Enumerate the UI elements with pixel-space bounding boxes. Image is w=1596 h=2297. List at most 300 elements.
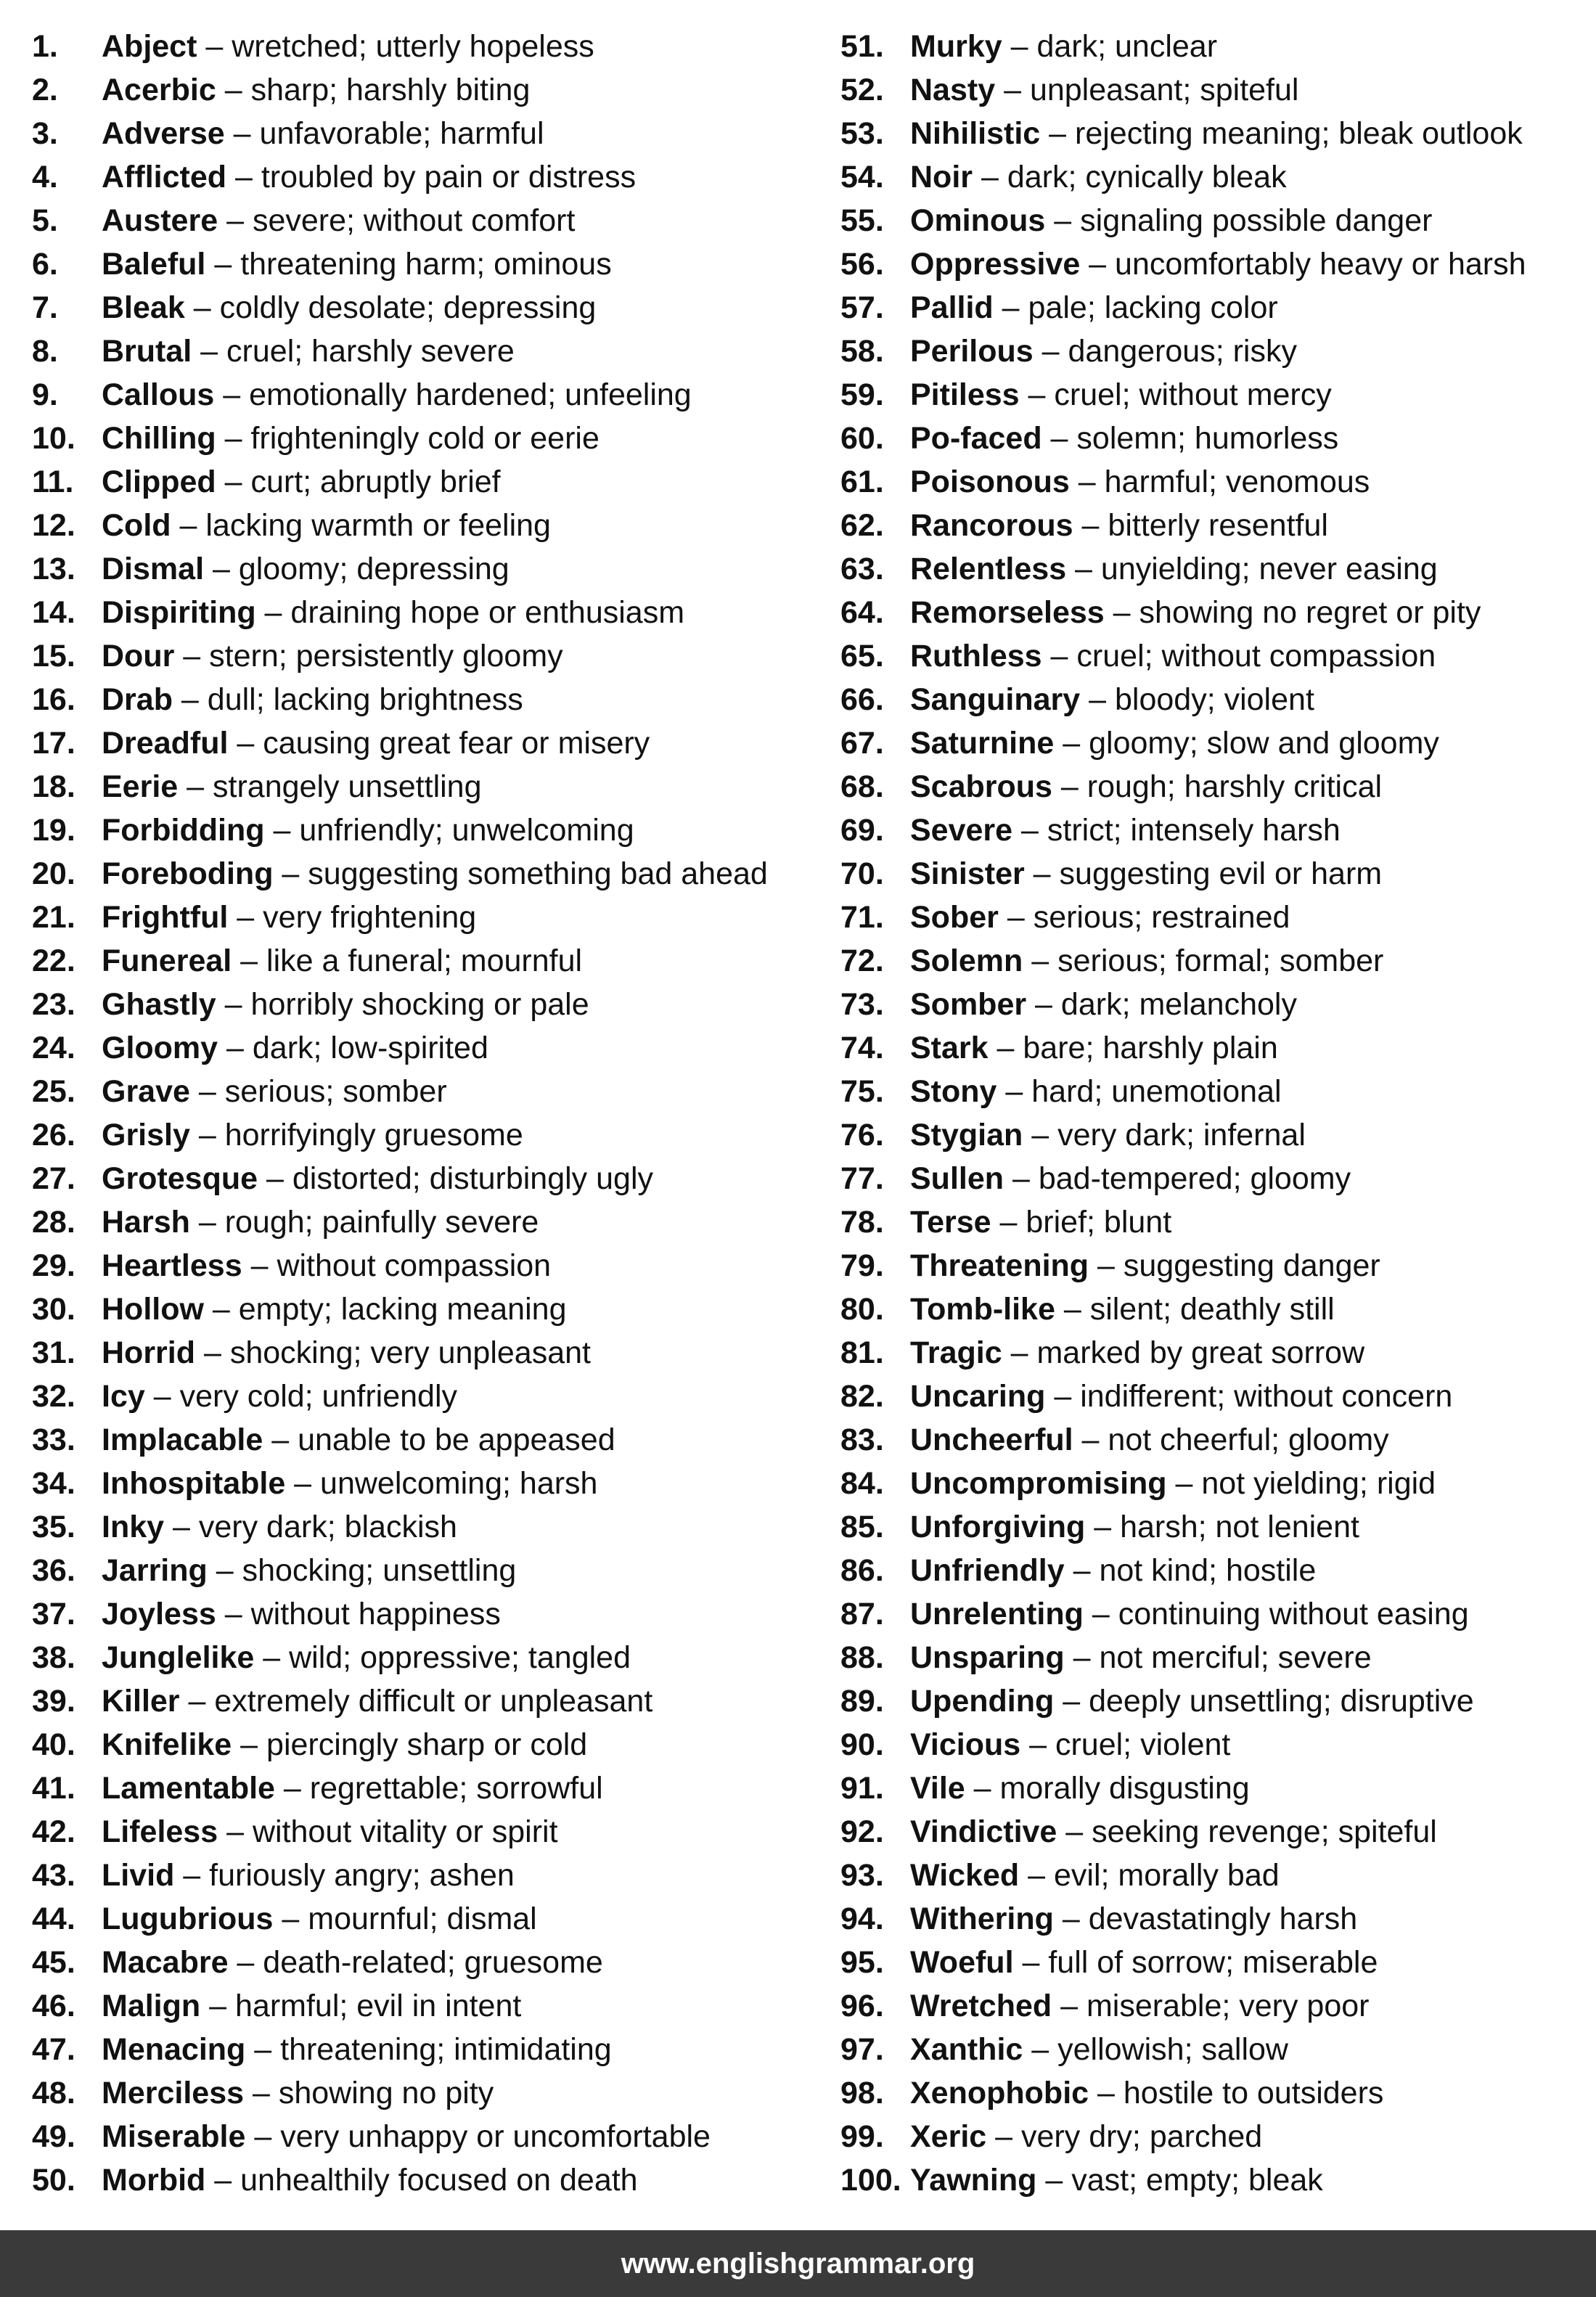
entry-number: 44.	[32, 1901, 75, 1936]
entry-number: 79.	[840, 1248, 884, 1283]
entry-number: 20.	[32, 856, 75, 891]
entry-definition: seeking revenge; spiteful	[1092, 1814, 1437, 1849]
word-entry	[32, 1986, 801, 2030]
entry-number: 65.	[840, 639, 884, 673]
word-entry	[32, 1464, 801, 1507]
entry-definition: very cold; unfriendly	[179, 1379, 457, 1414]
entry-number: 82.	[840, 1379, 884, 1414]
entry-number: 99.	[840, 2119, 884, 2154]
word-entry	[32, 767, 801, 811]
entry-separator: –	[986, 2119, 1022, 2154]
entry-separator: –	[189, 1118, 225, 1152]
word-entry	[840, 1377, 1588, 1420]
entry-number: 55.	[840, 203, 884, 238]
entry-number: 46.	[32, 1989, 75, 2023]
entry-separator: –	[258, 1161, 292, 1196]
entry-separator: –	[1023, 1118, 1058, 1152]
entry-word: Acerbic	[102, 73, 216, 107]
word-entry	[840, 724, 1588, 767]
entry-word: Killer	[102, 1684, 180, 1719]
entry-definition: wretched; utterly hopeless	[232, 29, 594, 64]
entry-separator: –	[1073, 508, 1108, 543]
entry-word: Xanthic	[910, 2032, 1023, 2067]
entry-separator: –	[1002, 1335, 1037, 1370]
entry-number: 5.	[32, 203, 58, 238]
entry-definition: strangely unsettling	[213, 769, 482, 804]
word-entry	[32, 1899, 801, 1943]
entry-word: Afflicted	[102, 160, 226, 195]
entry-number: 32.	[32, 1379, 75, 1414]
entry-number: 28.	[32, 1205, 75, 1240]
word-entry	[840, 1464, 1588, 1507]
entry-separator: –	[207, 1553, 242, 1588]
entry-separator: –	[1080, 247, 1116, 282]
entry-separator: –	[1012, 813, 1047, 848]
word-entry	[840, 636, 1588, 680]
entry-definition: full of sorrow; miserable	[1048, 1945, 1378, 1980]
entry-definition: solemn; humorless	[1076, 421, 1339, 456]
entry-word: Scabrous	[910, 769, 1052, 804]
entry-word: Hollow	[102, 1292, 204, 1327]
word-entry	[32, 462, 801, 506]
entry-definition: empty; lacking meaning	[238, 1292, 567, 1327]
entry-number: 77.	[840, 1161, 884, 1196]
entry-word: Bleak	[102, 290, 185, 325]
entry-number: 49.	[32, 2119, 75, 2154]
entry-definition: wild; oppressive; tangled	[289, 1640, 631, 1675]
entry-definition: deeply unsettling; disruptive	[1089, 1684, 1474, 1719]
entry-number: 94.	[840, 1901, 884, 1936]
entry-word: Dismal	[102, 552, 205, 586]
entry-word: Frightful	[102, 900, 229, 935]
entry-word: Foreboding	[102, 856, 274, 891]
word-entry	[32, 1115, 801, 1159]
entry-number: 33.	[32, 1422, 75, 1457]
entry-separator: –	[1057, 1814, 1092, 1849]
entry-number: 93.	[840, 1858, 884, 1893]
entry-definition: serious; formal; somber	[1057, 943, 1384, 978]
entry-word: Somber	[910, 987, 1027, 1022]
word-entry	[840, 332, 1588, 375]
entry-separator: –	[1019, 377, 1055, 412]
entry-word: Perilous	[910, 334, 1034, 369]
entry-definition: bad-tempered; gloomy	[1038, 1161, 1351, 1196]
entry-number: 76.	[840, 1118, 884, 1152]
entry-number: 89.	[840, 1684, 884, 1719]
footer-bar	[0, 2230, 1596, 2297]
entry-word: Brutal	[102, 334, 192, 369]
entry-separator: –	[1040, 116, 1076, 151]
entry-number: 18.	[32, 769, 75, 804]
entry-definition: hard; unemotional	[1031, 1074, 1282, 1109]
entry-definition: marked by great sorrow	[1036, 1335, 1365, 1370]
word-entry	[840, 1769, 1588, 1812]
word-entry	[32, 636, 801, 680]
entry-separator: –	[224, 116, 260, 151]
entry-separator: –	[991, 1205, 1026, 1240]
entry-separator: –	[205, 2163, 241, 2198]
entry-word: Joyless	[102, 1597, 216, 1631]
entry-definition: bitterly resentful	[1108, 508, 1328, 543]
word-entry	[32, 1725, 801, 1769]
entry-word: Murky	[910, 29, 1002, 64]
entry-word: Dour	[102, 639, 175, 673]
entry-separator: –	[172, 682, 208, 717]
entry-separator: –	[226, 160, 261, 195]
entry-number: 11.	[32, 464, 74, 499]
entry-word: Harsh	[102, 1205, 190, 1240]
entry-word: Uncaring	[910, 1379, 1046, 1414]
entry-word: Morbid	[102, 2163, 206, 2198]
entry-word: Grave	[102, 1074, 190, 1109]
entry-separator: –	[274, 1771, 310, 1806]
word-entry	[32, 1769, 801, 1812]
entry-number: 60.	[840, 421, 884, 456]
entry-number: 71.	[840, 900, 884, 935]
entry-separator: –	[1024, 856, 1060, 891]
entry-separator: –	[204, 552, 239, 586]
entry-word: Poisonous	[910, 464, 1070, 499]
entry-word: Relentless	[910, 552, 1067, 586]
entry-separator: –	[205, 247, 241, 282]
entry-number: 59.	[840, 377, 884, 412]
word-entry	[840, 767, 1588, 811]
word-entry	[32, 811, 801, 854]
entry-separator: –	[997, 1074, 1032, 1109]
word-entry	[840, 1115, 1588, 1159]
entry-separator: –	[228, 726, 263, 761]
entry-separator: –	[273, 856, 308, 891]
word-entry	[840, 506, 1588, 549]
entry-word: Unforgiving	[910, 1510, 1086, 1544]
entry-separator: –	[1026, 987, 1061, 1022]
word-entry	[32, 1028, 801, 1072]
entry-word: Malign	[102, 1989, 201, 2023]
entry-separator: –	[1055, 1292, 1090, 1327]
entry-word: Upending	[910, 1684, 1055, 1719]
entry-word: Sober	[910, 900, 999, 935]
word-entry	[32, 2161, 801, 2204]
entry-word: Saturnine	[910, 726, 1055, 761]
entry-number: 53.	[840, 116, 884, 151]
entry-separator: –	[1064, 1553, 1100, 1588]
entry-definition: draining hope or enthusiasm	[290, 595, 685, 630]
entry-definition: evil; morally bad	[1053, 1858, 1280, 1893]
entry-number: 30.	[32, 1292, 75, 1327]
word-entry	[840, 27, 1588, 70]
entry-number: 35.	[32, 1510, 75, 1544]
entry-separator: –	[993, 290, 1028, 325]
entry-word: Heartless	[102, 1248, 242, 1283]
word-entry	[32, 1682, 801, 1725]
entry-definition: hostile to outsiders	[1123, 2076, 1384, 2110]
entry-separator: –	[1066, 552, 1101, 586]
entry-separator: –	[1042, 421, 1077, 456]
entry-definition: suggesting evil or harm	[1059, 856, 1383, 891]
entry-definition: horrifyingly gruesome	[224, 1118, 523, 1152]
entry-definition: harmful; evil in intent	[234, 1989, 522, 2023]
word-entry	[840, 1420, 1588, 1464]
entry-number: 4.	[32, 160, 58, 195]
entry-word: Xeric	[910, 2119, 987, 2154]
entry-number: 88.	[840, 1640, 884, 1675]
entry-separator: –	[264, 813, 300, 848]
entry-number: 66.	[840, 682, 884, 717]
entry-separator: –	[1083, 1597, 1118, 1631]
entry-separator: –	[1042, 639, 1077, 673]
entry-definition: not cheerful; gloomy	[1108, 1422, 1389, 1457]
entry-definition: stern; persistently gloomy	[209, 639, 563, 673]
word-entry	[32, 1203, 801, 1246]
entry-word: Jarring	[102, 1553, 208, 1588]
entry-separator: –	[203, 1292, 239, 1327]
entry-separator: –	[1054, 726, 1089, 761]
entry-definition: very dark; blackish	[198, 1510, 457, 1544]
entry-separator: –	[1052, 1989, 1086, 2023]
entry-word: Pitiless	[910, 377, 1020, 412]
entry-separator: –	[1080, 682, 1115, 717]
entry-definition: threatening harm; ominous	[240, 247, 612, 282]
word-entry	[840, 288, 1588, 332]
word-entry	[32, 506, 801, 549]
entry-number: 45.	[32, 1945, 75, 1980]
entry-separator: –	[998, 900, 1034, 935]
entry-separator: –	[214, 377, 250, 412]
entry-number: 67.	[840, 726, 884, 761]
entry-separator: –	[1036, 2163, 1072, 2198]
entry-definition: furiously angry; ashen	[209, 1858, 515, 1893]
entry-definition: yellowish; sallow	[1057, 2032, 1288, 2067]
entry-number: 10.	[32, 421, 75, 456]
entry-number: 70.	[840, 856, 884, 891]
entry-number: 57.	[840, 290, 884, 325]
word-entry	[840, 70, 1588, 114]
entry-number: 25.	[32, 1074, 75, 1109]
entry-definition: devastatingly harsh	[1088, 1901, 1358, 1936]
entry-definition: suggesting danger	[1123, 1248, 1380, 1283]
entry-word: Sullen	[910, 1161, 1004, 1196]
word-entry	[840, 1246, 1588, 1290]
entry-separator: –	[144, 1379, 180, 1414]
entry-number: 27.	[32, 1161, 75, 1196]
word-entry	[32, 375, 801, 419]
entry-separator: –	[197, 29, 232, 64]
word-entry	[32, 1594, 801, 1638]
entry-number: 68.	[840, 769, 884, 804]
word-entry	[840, 680, 1588, 724]
entry-definition: lacking warmth or feeling	[205, 508, 551, 543]
word-entry	[32, 114, 801, 157]
entry-number: 73.	[840, 987, 884, 1022]
word-entry	[840, 549, 1588, 593]
entry-definition: frighteningly cold or eerie	[250, 421, 599, 456]
entry-word: Nihilistic	[910, 116, 1041, 151]
word-entry	[32, 854, 801, 898]
entry-definition: harsh; not lenient	[1120, 1510, 1359, 1544]
entry-word: Unsparing	[910, 1640, 1065, 1675]
entry-number: 36.	[32, 1553, 75, 1588]
entry-definition: severe; without comfort	[252, 203, 576, 238]
entry-definition: strict; intensely harsh	[1047, 813, 1341, 848]
word-entry	[32, 2073, 801, 2117]
entry-number: 95.	[840, 1945, 884, 1980]
word-entry	[840, 245, 1588, 288]
entry-definition: vast; empty; bleak	[1071, 2163, 1323, 2198]
entry-word: Sanguinary	[910, 682, 1081, 717]
entry-definition: unhealthily focused on death	[240, 2163, 638, 2198]
entry-number: 64.	[840, 595, 884, 630]
entry-definition: sharp; harshly biting	[250, 73, 531, 107]
entry-number: 81.	[840, 1335, 884, 1370]
entry-definition: horribly shocking or pale	[250, 987, 589, 1022]
entry-definition: emotionally hardened; unfeeling	[249, 377, 692, 412]
entry-definition: distorted; disturbingly ugly	[292, 1161, 654, 1196]
word-entry	[840, 811, 1588, 854]
entry-separator: –	[216, 987, 251, 1022]
entry-word: Merciless	[102, 2076, 245, 2110]
entry-definition: gloomy; depressing	[238, 552, 510, 586]
entry-separator: –	[973, 160, 1007, 195]
entry-number: 22.	[32, 943, 75, 978]
entry-separator: –	[228, 1945, 263, 1980]
website-url[interactable]: www.englishgrammar.org	[621, 2247, 975, 2280]
word-entry	[32, 1246, 801, 1290]
entry-definition: bloody; violent	[1114, 682, 1314, 717]
entry-separator: –	[216, 1597, 251, 1631]
entry-separator: –	[988, 1031, 1023, 1065]
word-entry	[32, 1333, 801, 1377]
entry-word: Macabre	[102, 1945, 229, 1980]
word-entry	[32, 680, 801, 724]
word-entry	[840, 1333, 1588, 1377]
word-entry	[840, 898, 1588, 941]
entry-definition: very frightening	[263, 900, 477, 935]
entry-definition: rejecting meaning; bleak outlook	[1075, 116, 1523, 151]
entry-word: Wretched	[910, 1989, 1052, 2023]
entry-word: Stark	[910, 1031, 989, 1065]
entry-definition: unpleasant; spiteful	[1029, 73, 1299, 107]
word-entry	[840, 2161, 1588, 2204]
entry-word: Unfriendly	[910, 1553, 1065, 1588]
word-entry	[840, 1682, 1588, 1725]
word-entry	[32, 1420, 801, 1464]
entry-word: Wicked	[910, 1858, 1020, 1893]
entry-number: 72.	[840, 943, 884, 978]
entry-number: 100.	[840, 2163, 901, 2198]
entry-number: 42.	[32, 1814, 75, 1849]
entry-word: Vindictive	[910, 1814, 1057, 1849]
entry-word: Uncheerful	[910, 1422, 1073, 1457]
entry-definition: shocking; unsettling	[242, 1553, 517, 1588]
entry-definition: cruel; violent	[1055, 1727, 1231, 1762]
word-entry	[32, 245, 801, 288]
entry-separator: –	[1073, 1422, 1108, 1457]
entry-definition: unwelcoming; harsh	[320, 1466, 598, 1501]
word-list-left-column	[32, 27, 801, 2204]
entry-number: 12.	[32, 508, 75, 543]
entry-separator: –	[1045, 203, 1081, 238]
entry-number: 86.	[840, 1553, 884, 1588]
word-entry	[32, 1290, 801, 1333]
entry-definition: curt; abruptly brief	[250, 464, 501, 499]
entry-definition: dark; unclear	[1036, 29, 1218, 64]
entry-word: Abject	[102, 29, 197, 64]
word-entry	[840, 2073, 1588, 2117]
entry-number: 17.	[32, 726, 75, 761]
entry-number: 92.	[840, 1814, 884, 1849]
entry-word: Lugubrious	[102, 1901, 274, 1936]
entry-word: Threatening	[910, 1248, 1089, 1283]
entry-number: 23.	[32, 987, 75, 1022]
entry-word: Noir	[910, 160, 973, 195]
entry-separator: –	[1104, 595, 1139, 630]
word-entry	[840, 1725, 1588, 1769]
entry-separator: –	[244, 2076, 279, 2110]
entry-definition: not merciful; severe	[1099, 1640, 1372, 1675]
entry-separator: –	[255, 595, 291, 630]
entry-separator: –	[1033, 334, 1068, 369]
entry-separator: –	[216, 464, 251, 499]
entry-number: 29.	[32, 1248, 75, 1283]
entry-separator: –	[1053, 1901, 1089, 1936]
entry-number: 39.	[32, 1684, 75, 1719]
entry-word: Dreadful	[102, 726, 229, 761]
entry-separator: –	[218, 1031, 253, 1065]
entry-separator: –	[1045, 1379, 1081, 1414]
entry-word: Grisly	[102, 1118, 190, 1152]
entry-separator: –	[245, 2032, 281, 2067]
entry-number: 91.	[840, 1771, 884, 1806]
entry-separator: –	[1069, 464, 1105, 499]
entry-word: Rancorous	[910, 508, 1073, 543]
entry-definition: very dark; infernal	[1057, 1118, 1306, 1152]
entry-word: Uncompromising	[910, 1466, 1167, 1501]
entry-separator: –	[1004, 1161, 1039, 1196]
entry-definition: shocking; very unpleasant	[229, 1335, 591, 1370]
entry-word: Yawning	[910, 2163, 1037, 2198]
entry-number: 90.	[840, 1727, 884, 1762]
entry-definition: unfavorable; harmful	[259, 116, 544, 151]
entry-word: Pallid	[910, 290, 994, 325]
entry-separator: –	[1052, 769, 1087, 804]
entry-word: Chilling	[102, 421, 216, 456]
entry-definition: suggesting something bad ahead	[308, 856, 768, 891]
entry-separator: –	[216, 421, 251, 456]
word-entry	[32, 1943, 801, 1986]
entry-separator: –	[1089, 1248, 1124, 1283]
entry-word: Knifelike	[102, 1727, 232, 1762]
entry-number: 9.	[32, 377, 58, 412]
word-entry	[840, 1072, 1588, 1115]
entry-separator: –	[1023, 943, 1058, 978]
word-entry	[32, 1551, 801, 1594]
entry-number: 69.	[840, 813, 884, 848]
entry-definition: rough; painfully severe	[224, 1205, 539, 1240]
entry-number: 8.	[32, 334, 58, 369]
word-entry	[840, 854, 1588, 898]
entry-word: Woeful	[910, 1945, 1014, 1980]
word-entry	[840, 419, 1588, 462]
entry-number: 7.	[32, 290, 58, 325]
entry-separator: –	[174, 1858, 210, 1893]
entry-word: Severe	[910, 813, 1013, 848]
word-entry	[32, 1812, 801, 1856]
entry-definition: indifferent; without concern	[1080, 1379, 1453, 1414]
entry-number: 54.	[840, 160, 884, 195]
entry-definition: troubled by pain or distress	[261, 160, 637, 195]
entry-separator: –	[285, 1466, 321, 1501]
entry-word: Po-faced	[910, 421, 1042, 456]
